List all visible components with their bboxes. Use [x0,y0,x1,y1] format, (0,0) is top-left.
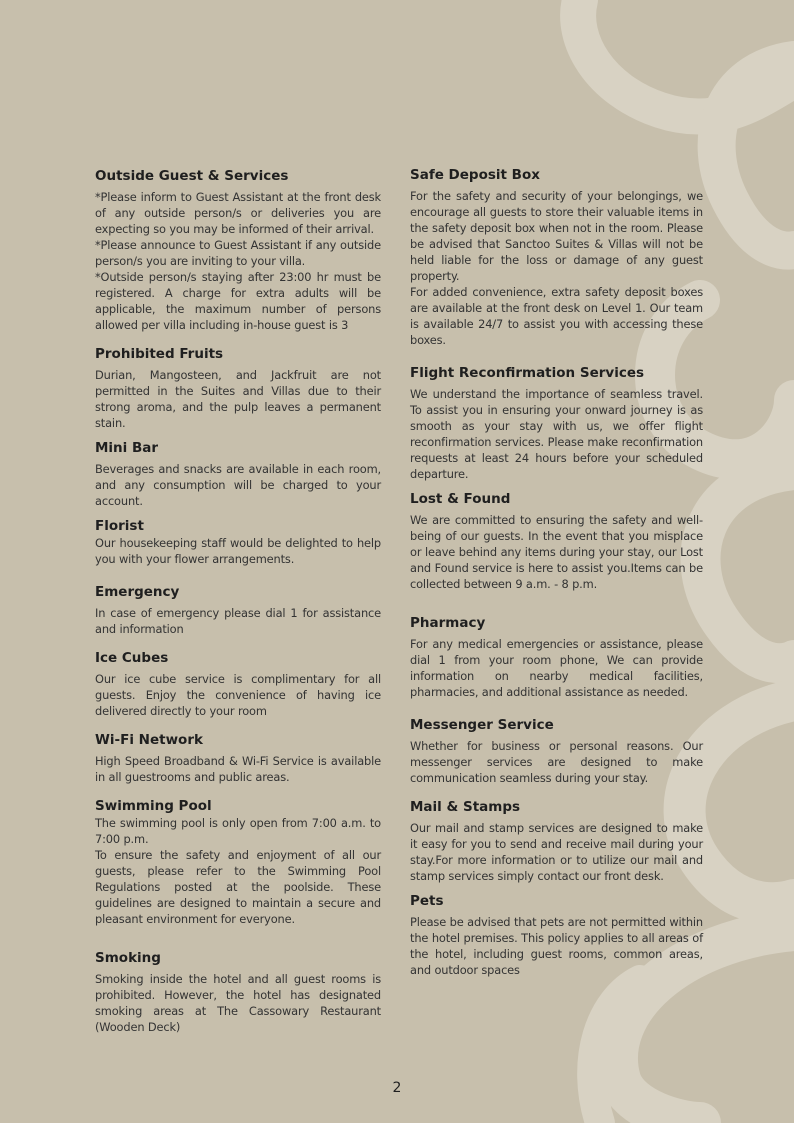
section-text: Our housekeeping staff would be delighted to help you with your flower arrangements. [95,536,381,566]
section-text: In case of emergency please dial 1 for assistance and information [95,606,381,636]
section-title: Wi-Fi Network [95,732,203,748]
section-ice-cubes [95,649,381,719]
section-title: Flight Reconfirmation Services [410,365,645,381]
section-text: *Please announce to Guest Assistant if any outside person/s you are inviting to your villa. [95,238,381,268]
section-title: Outside Guest & Services [95,168,289,184]
section-pets [410,892,703,978]
section-title: Emergency [95,584,180,600]
section-text: For added convenience, extra safety deposit boxes are available at the front desk on Level 1. Our team is available 24/7 to assist you with accessing these boxes. [410,285,703,347]
section-title: Mail & Stamps [410,799,521,815]
section-mini-bar [95,439,381,509]
section-title: Ice Cubes [95,650,169,666]
section-text: Our mail and stamp services are designed to make it easy for you to send and receive mail during your stay.For more information or to utilize our mail and stamp services simply contact our front desk. [410,821,703,883]
section-title: Florist [95,518,144,534]
section-text: Beverages and snacks are available in each room, and any consumption will be charged to your account. [95,462,381,508]
section-messenger [410,716,703,786]
section-smoking [95,949,381,1035]
section-text: We are committed to ensuring the safety and well-being of our guests. In the event that you misplace or leave behind any items during your stay, our Lost and Found service is here to assist you.Items can be collected between 9 a.m. - 8 p.m. [410,513,703,591]
section-text: To ensure the safety and enjoyment of all our guests, please refer to the Swimming Pool Regulations posted at the poolside. These guidelines are designed to maintain a secure and pleasant environment for everyone. [95,848,381,926]
section-prohibited-fruits [95,345,381,431]
section-flight-reconfirmation [410,364,703,482]
section-text: Smoking inside the hotel and all guest rooms is prohibited. However, the hotel has designated smoking areas at The Cassowary Restaurant (Wooden Deck) [95,972,381,1034]
section-title: Mini Bar [95,440,159,456]
section-title: Safe Deposit Box [410,167,540,183]
section-outside-guest [95,167,381,333]
section-text: For the safety and security of your belongings, we encourage all guests to store their valuable items in the safety deposit box when not in the room. Please be advised that Sanctoo Suites & Villas will not be held liable for the loss or damage of any guest property. [410,189,703,283]
section-text: Durian, Mangosteen, and Jackfruit are not permitted in the Suites and Villas due to their strong aroma, and the pulp leaves a permanent stain. [95,368,381,430]
section-emergency [95,583,381,637]
section-title: Prohibited Fruits [95,346,224,362]
page-number: 2 [392,1080,402,1096]
section-title: Smoking [95,950,161,966]
section-title: Messenger Service [410,717,554,733]
section-text: *Please inform to Guest Assistant at the front desk of any outside person/s or deliveries you are expecting so you may be informed of their arrival. [95,190,381,236]
section-text: We understand the importance of seamless travel. To assist you in ensuring your onward journey is as smooth as your stay with us, we offer flight reconfirmation services. Please make reconfirmation requests at least 24 hours before your scheduled departure. [410,387,703,481]
section-text: The swimming pool is only open from 7:00 a.m. to 7:00 p.m. [95,816,381,846]
left-column [95,167,381,1043]
section-mail-stamps [410,798,703,884]
section-text: Whether for business or personal reasons. Our messenger services are designed to make communication seamless during your stay. [410,739,703,785]
section-text: High Speed Broadband & Wi-Fi Service is available in all guestrooms and public areas. [95,754,381,784]
section-title: Pets [410,893,444,909]
section-text: *Outside person/s staying after 23:00 hr must be registered. A charge for extra adults will be applicable, the maximum number of persons allowed per villa including in-house guest is 3 [95,270,381,332]
section-title: Swimming Pool [95,798,212,814]
section-text: For any medical emergencies or assistance, please dial 1 from your room phone, We can provide information on nearby medical facilities, pharmacies, and additional assistance as needed. [410,637,703,699]
section-wifi [95,731,381,785]
section-lost-found [410,490,703,592]
section-safe-deposit [410,166,703,348]
section-swimming-pool [95,797,381,927]
section-title: Pharmacy [410,615,486,631]
section-florist [95,517,381,567]
section-pharmacy [410,614,703,700]
section-text: Our ice cube service is complimentary for all guests. Enjoy the convenience of having ice delivered directly to your room [95,672,381,718]
section-text: Please be advised that pets are not permitted within the hotel premises. This policy applies to all areas of the hotel, including guest rooms, common areas, and outdoor spaces [410,915,703,977]
right-column [410,166,703,986]
section-title: Lost & Found [410,491,511,507]
